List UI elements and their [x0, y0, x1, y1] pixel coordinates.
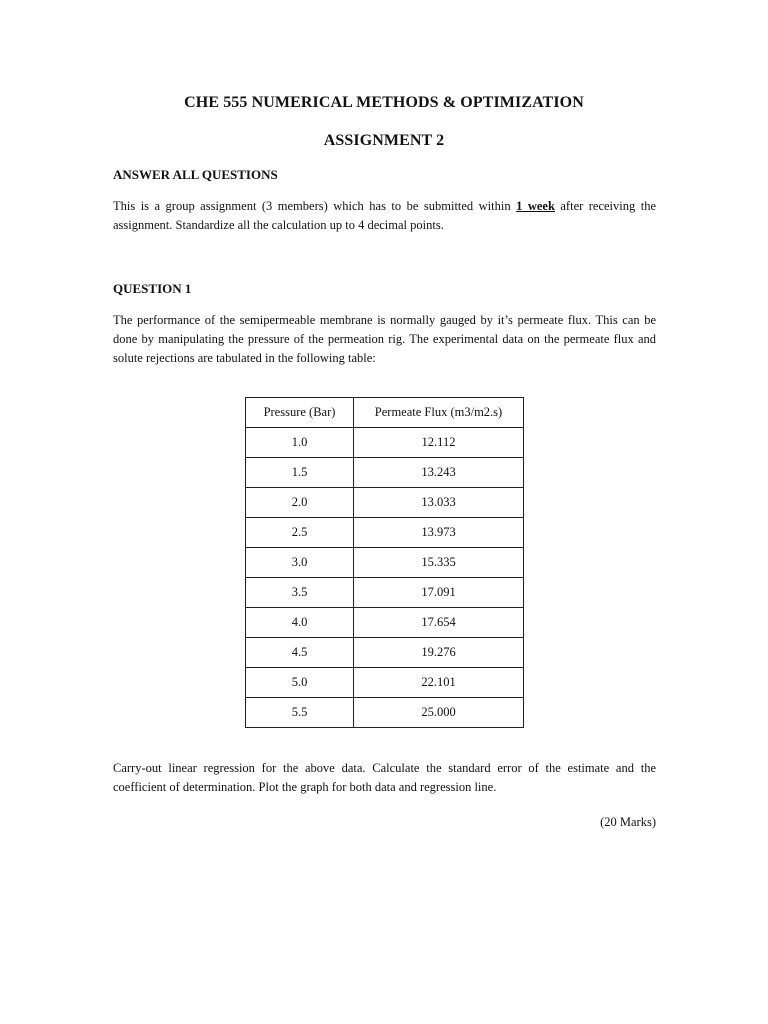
flux-cell: 22.101: [354, 668, 524, 698]
pressure-cell: 2.0: [246, 488, 354, 518]
pressure-cell: 1.0: [246, 428, 354, 458]
flux-cell: 15.335: [354, 548, 524, 578]
table-row: [246, 518, 524, 548]
table-row: [246, 548, 524, 578]
flux-cell: 12.112: [354, 428, 524, 458]
pressure-cell: 3.5: [246, 578, 354, 608]
pressure-cell: 5.0: [246, 668, 354, 698]
flux-cell: 13.973: [354, 518, 524, 548]
intro-paragraph: [113, 197, 656, 235]
pressure-cell: 4.5: [246, 638, 354, 668]
intro-text-end: after receiving the assignment. Standardize all the calculation up to 4 decimal points.: [113, 199, 657, 232]
table-row: [246, 668, 524, 698]
assignment-title: ASSIGNMENT 2: [323, 132, 445, 149]
table-row: [246, 608, 524, 638]
deadline-emphasis: 1 week: [516, 199, 555, 213]
flux-cell: 19.276: [354, 638, 524, 668]
table-row: [246, 428, 524, 458]
question-1-description: The performance of the semipermeable membrane is normally gauged by it’s permeate flux. This can be done by manipulating the pressure of the permeation rig. The experimental data on the permeate flux and solute rejections are tabulated in the following table:: [113, 313, 656, 365]
table-row: [246, 578, 524, 608]
flux-cell: 17.654: [354, 608, 524, 638]
pressure-cell: 5.5: [246, 698, 354, 728]
intro-text-start: This is a group assignment (3 members) which has to be submitted within: [113, 199, 517, 213]
table-row: [246, 638, 524, 668]
pressure-cell: 4.0: [246, 608, 354, 638]
data-table: [245, 397, 524, 728]
course-title: CHE 555 NUMERICAL METHODS & OPTIMIZATION: [184, 94, 584, 111]
flux-cell: 17.091: [354, 578, 524, 608]
marks-label: (20 Marks): [600, 815, 656, 829]
question-1-heading: QUESTION 1: [113, 281, 192, 296]
pressure-cell: 1.5: [246, 458, 354, 488]
table-row: [246, 698, 524, 728]
pressure-cell: 2.5: [246, 518, 354, 548]
column-header-pressure: Pressure (Bar): [246, 398, 354, 428]
column-header-flux: Permeate Flux (m3/m2.s): [354, 398, 524, 428]
pressure-cell: 3.0: [246, 548, 354, 578]
table-header-row: [246, 398, 524, 428]
instruction-heading: ANSWER ALL QUESTIONS: [113, 167, 278, 182]
flux-cell: 13.243: [354, 458, 524, 488]
flux-cell: 25.000: [354, 698, 524, 728]
table-row: [246, 458, 524, 488]
flux-cell: 13.033: [354, 488, 524, 518]
table-row: [246, 488, 524, 518]
question-1-task: Carry-out linear regression for the above data. Calculate the standard error of the estimate and the coefficient of determination. Plot the graph for both data and regression line.: [113, 761, 656, 794]
